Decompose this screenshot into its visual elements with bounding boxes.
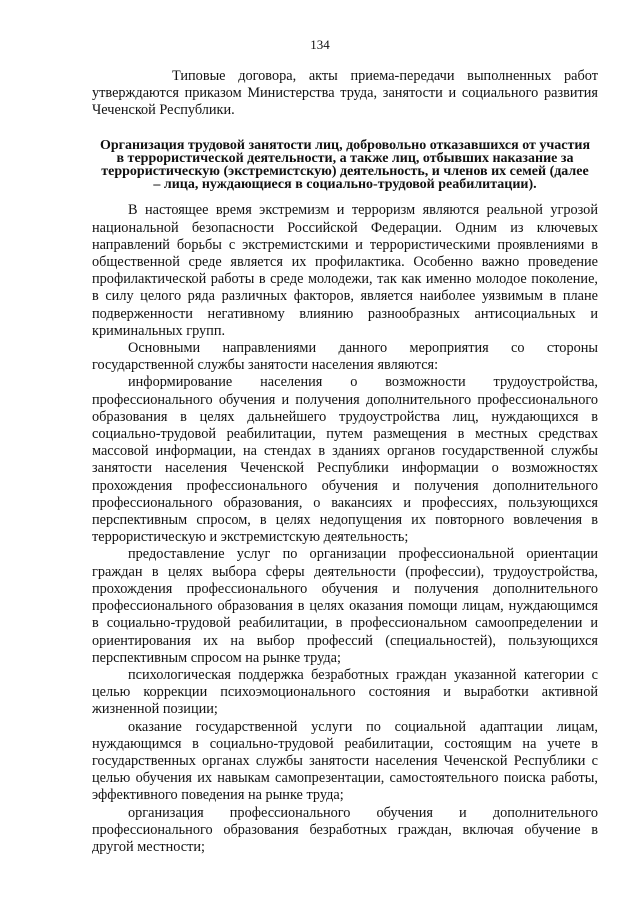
- section-heading: Организация трудовой занятости лиц, добровольно отказавшихся от участия в террористической деятельности, а также лиц, отбывших наказание за террористическую (экстремистскую) деятельность, и членов их семей (далее – лица, нуждающиеся в социально-трудовой реабилитации).: [99, 137, 591, 193]
- paragraph-threats: В настоящее время экстремизм и терроризм являются реальной угрозой национальной безопасности Российской Федерации. Одним из ключевых направлений борьбы с экстремистскими и террористическими проявлениями в общественной среде является их профилактика. Особенно важно проведение профилактической работы в среде молодежи, так как именно молодое поколение, в силу целого ряда различных факторов, является наиболее уязвимым в плане подверженности негативному влиянию разнообразных антисоциальных и криминальных групп.: [92, 202, 598, 339]
- list-item-career-guidance: предоставление услуг по организации профессиональной ориентации граждан в целях выбора сферы деятельности (профессии), трудоустройства, прохождения профессионального обучения и получения дополнительного профессионального образования в целях оказания помощи лицам, нуждающимся в социально-трудовой реабилитации, в профессиональном самоопределении и ориентирования их на выбор профессий (специальностей), пользующихся перспективным спросом на рынке труда;: [92, 546, 598, 666]
- list-item-informing: информирование населения о возможности трудоустройства, профессионального обучения и получения дополнительного профессионального образования в целях дальнейшего трудоустройства лиц, нуждающихся в социально-трудовой реабилитации, путем размещения в местных средствах массовой информации, на стендах в зданиях органов государственной службы занятости населения Чеченской Республики информации о возможностях прохождения профессионального обучения и получения дополнительного профессионального образования, о вакансиях и профессиях, пользующихся перспективным спросом, в целях недопущения их повторного вовлечения в террористическую и экстремистскую деятельность;: [92, 374, 598, 546]
- page-number: 134: [310, 37, 330, 52]
- list-item-vocational-training: организация профессионального обучения и дополнительного профессионального образования безработных граждан, включая обучение в другой местности;: [92, 804, 598, 855]
- paragraph-directions: Основными направлениями данного мероприятия со стороны государственной службы занятости населения являются:: [92, 340, 598, 374]
- list-item-social-adaptation: оказание государственной услуги по социальной адаптации лицам, нуждающимся в социально-трудовой реабилитации, состоящим на учете в государственных органах службы занятости населения Чеченской Республики с целью обучения их навыкам самопрезентации, самостоятельного поиска работы, эффективного поведения на рынке труда;: [92, 718, 598, 804]
- document-body: [92, 68, 598, 856]
- intro-paragraph: Типовые договора, акты приема-передачи выполненных работ утверждаются приказом Министерства труда, занятости и социального развития Чеченской Республики.: [92, 68, 598, 119]
- list-item-psychological-support: психологическая поддержка безработных граждан указанной категории с целью коррекции психоэмоционального состояния и выработки активной жизненной позиции;: [92, 666, 598, 718]
